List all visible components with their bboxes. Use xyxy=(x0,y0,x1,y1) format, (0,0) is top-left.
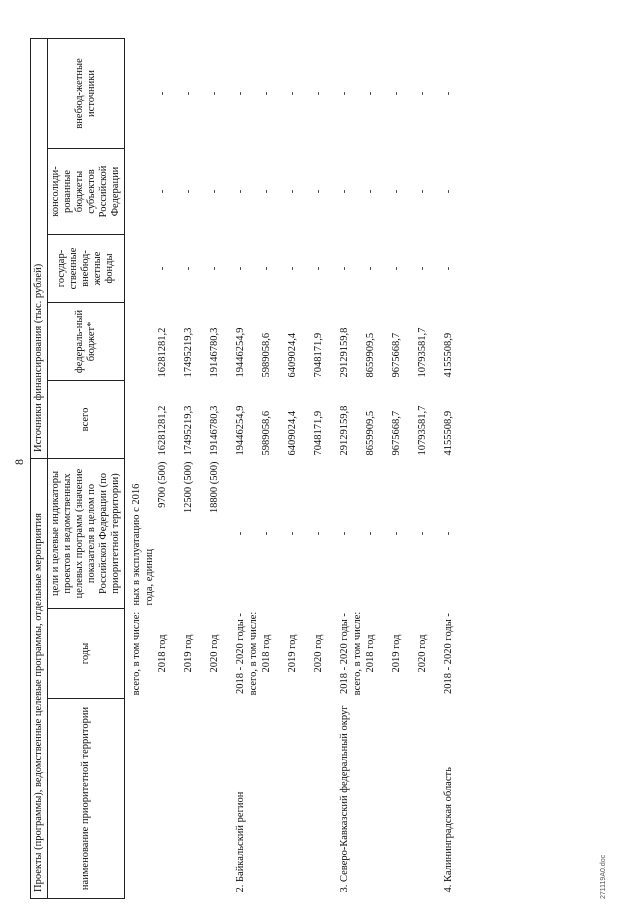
regional-cell: - xyxy=(417,189,429,194)
table-row xyxy=(339,38,365,898)
regional-header: консолиди-рованные бюджеты субъектов Российской Федерации xyxy=(48,148,125,234)
year-cell: 2020 год xyxy=(417,634,429,673)
regional-cell: - xyxy=(391,189,403,194)
extra-cell: - xyxy=(339,91,351,96)
extra-cell: - xyxy=(365,91,377,96)
territory-cell: 3. Северо-Кавказский федеральный округ xyxy=(339,705,351,893)
table-row xyxy=(157,38,183,898)
funds-cell: - xyxy=(365,266,377,271)
funds-cell: - xyxy=(209,266,221,271)
table-row xyxy=(391,38,417,898)
target-cell: - xyxy=(417,531,429,536)
federal-cell xyxy=(131,302,157,380)
state-funds-header: государ-ственные внебюд-жетные фонды xyxy=(48,234,125,302)
territory-cell xyxy=(287,699,313,899)
territory-cell: 2. Байкальский регион xyxy=(235,791,247,893)
total-cell: 29129159,8 xyxy=(339,405,351,456)
target-cell: - xyxy=(365,531,377,536)
extra-cell: - xyxy=(209,91,221,96)
year-cell: всего, в том числе: xyxy=(131,611,143,696)
extra-cell: - xyxy=(417,91,429,96)
target-cell: - xyxy=(443,531,455,536)
total-cell: 6409024,4 xyxy=(287,410,299,456)
regional-cell xyxy=(131,148,157,234)
federal-cell: 8659909,5 xyxy=(365,332,377,378)
territory-cell xyxy=(417,699,443,899)
target-cell: - xyxy=(339,531,351,536)
regional-cell: - xyxy=(365,189,377,194)
table-row xyxy=(261,38,287,898)
total-cell: 5989058,6 xyxy=(261,410,273,456)
regional-cell: - xyxy=(183,189,195,194)
regional-cell: - xyxy=(313,189,325,194)
year-cell: 2018 год xyxy=(365,634,377,673)
total-cell xyxy=(131,380,157,458)
territory-cell xyxy=(391,699,417,899)
funds-cell: - xyxy=(313,266,325,271)
regional-cell: - xyxy=(157,189,169,194)
total-cell: 10793581,7 xyxy=(417,405,429,456)
page-number: 8 xyxy=(12,459,26,465)
funds-cell: - xyxy=(391,266,403,271)
federal-cell: 19146780,3 xyxy=(209,327,221,378)
year-cell: 2018 год xyxy=(157,634,169,673)
table-row xyxy=(417,38,443,898)
federal-cell: 19446254,9 xyxy=(235,327,247,378)
extra-cell: - xyxy=(443,91,455,96)
total-cell: 17495219,3 xyxy=(183,405,195,456)
projects-group-header: Проекты (программы), ведомственные целевые программы, отдельные мероприятия xyxy=(31,458,48,898)
federal-cell: 9675668,7 xyxy=(391,332,403,378)
territory-cell xyxy=(131,699,157,899)
territory-header: наименование приоритетной территории xyxy=(48,699,125,899)
extra-cell: - xyxy=(235,91,247,96)
federal-cell: 16281281,2 xyxy=(157,327,169,378)
table-row xyxy=(235,38,261,898)
extra-cell: - xyxy=(313,91,325,96)
extra-header: внебюд-жетные источники xyxy=(48,38,125,148)
target-cell: 9700 (500) xyxy=(157,461,169,508)
target-cell: - xyxy=(287,531,299,536)
targets-header: цели и целевые индикаторы проектов и ведомственных целевых программ (значение показателя в целом по Российской Федерации (по приоритетной территории) xyxy=(48,458,125,608)
year-cell: 2020 год xyxy=(313,634,325,673)
target-cell: ных в эксплуатацию с 2016 года, единиц xyxy=(131,483,156,606)
extra-cell: - xyxy=(183,91,195,96)
extra-cell: - xyxy=(391,91,403,96)
funds-cell: - xyxy=(261,266,273,271)
regional-cell: - xyxy=(287,189,299,194)
target-cell: - xyxy=(391,531,403,536)
table-row xyxy=(313,38,339,898)
federal-cell: 29129159,8 xyxy=(339,327,351,378)
table-row xyxy=(209,38,235,898)
financing-table xyxy=(30,38,469,899)
funds-cell: - xyxy=(287,266,299,271)
total-cell: 16281281,2 xyxy=(157,405,169,456)
table-row xyxy=(443,38,469,898)
regional-cell: - xyxy=(339,189,351,194)
funds-cell: - xyxy=(339,266,351,271)
year-cell: 2018 год xyxy=(261,634,273,673)
extra-cell xyxy=(131,38,157,148)
table-row xyxy=(131,38,157,898)
funds-cell: - xyxy=(157,266,169,271)
year-cell: 2018 - 2020 годы - xyxy=(443,613,455,694)
federal-cell: 5989058,6 xyxy=(261,332,273,378)
total-cell: 19446254,9 xyxy=(235,405,247,456)
federal-cell: 10793581,7 xyxy=(417,327,429,378)
total-header: всего xyxy=(48,380,125,458)
total-cell: 4155508,9 xyxy=(443,410,455,456)
total-cell: 7048171,9 xyxy=(313,410,325,456)
year-cell: 2018 - 2020 годы - всего, в том числе: xyxy=(339,611,364,696)
territory-cell xyxy=(183,699,209,899)
table-row xyxy=(365,38,391,898)
funds-cell: - xyxy=(443,266,455,271)
funds-cell: - xyxy=(235,266,247,271)
funds-cell: - xyxy=(417,266,429,271)
target-cell: 12500 (500) xyxy=(183,461,195,514)
federal-cell: 7048171,9 xyxy=(313,332,325,378)
territory-cell: 4. Калининградская область xyxy=(443,767,455,893)
sources-group-header: Источники финансирования (тыс. рублей) xyxy=(31,38,48,458)
years-header: годы xyxy=(48,609,125,699)
year-cell: 2018 - 2020 годы - всего, в том числе: xyxy=(235,611,260,696)
territory-cell xyxy=(365,699,391,899)
target-cell: - xyxy=(261,531,273,536)
extra-cell: - xyxy=(157,91,169,96)
regional-cell: - xyxy=(235,189,247,194)
federal-cell: 17495219,3 xyxy=(183,327,195,378)
year-cell: 2019 год xyxy=(183,634,195,673)
territory-cell xyxy=(157,699,183,899)
table-row xyxy=(287,38,313,898)
federal-cell: 4155508,9 xyxy=(443,332,455,378)
total-cell: 9675668,7 xyxy=(391,410,403,456)
regional-cell: - xyxy=(443,189,455,194)
territory-cell xyxy=(261,699,287,899)
territory-cell xyxy=(313,699,339,899)
target-cell: - xyxy=(313,531,325,536)
extra-cell: - xyxy=(261,91,273,96)
target-cell: 18800 (500) xyxy=(209,461,221,514)
target-cell: - xyxy=(235,531,247,536)
regional-cell: - xyxy=(209,189,221,194)
year-cell: 2019 год xyxy=(287,634,299,673)
extra-cell: - xyxy=(287,91,299,96)
federal-cell: 6409024,4 xyxy=(287,332,299,378)
federal-header: федераль-ный бюджет* xyxy=(48,302,125,380)
total-cell: 19146780,3 xyxy=(209,405,221,456)
year-cell: 2019 год xyxy=(391,634,403,673)
footer-filename: 271119A0.doc xyxy=(600,854,607,899)
table-row xyxy=(183,38,209,898)
regional-cell: - xyxy=(261,189,273,194)
funds-cell xyxy=(131,234,157,302)
year-cell: 2020 год xyxy=(209,634,221,673)
territory-cell xyxy=(209,699,235,899)
funds-cell: - xyxy=(183,266,195,271)
total-cell: 8659909,5 xyxy=(365,410,377,456)
